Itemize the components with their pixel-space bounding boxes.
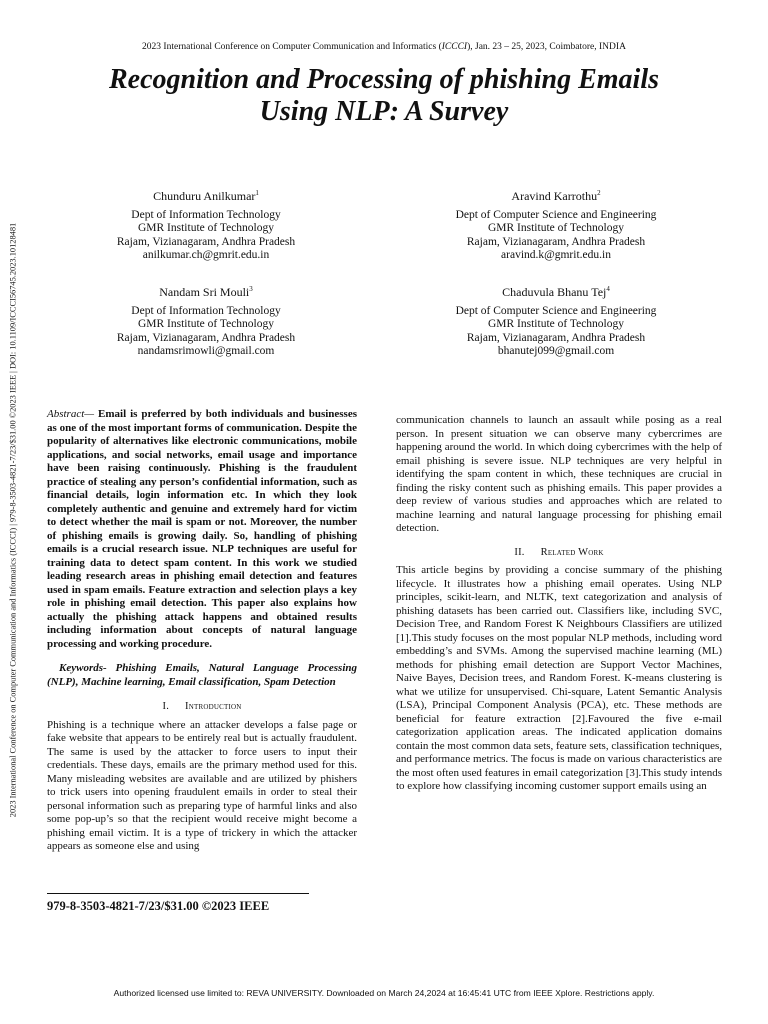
abstract xyxy=(47,408,357,651)
author-institute: GMR Institute of Technology xyxy=(487,222,624,234)
section-title: Related Work xyxy=(540,546,604,558)
introduction-paragraph: Phishing is a technique where an attacker develops a false page or fake website that appears to be entirely real but is actually fraudulent. The same is used by the attacker to force users to input their credentials. These days, emails are the primary method used for this. Many misleading websites are available and are utilized by phishers to trick users into opening fraudulent emails in order to steal their personal information such as preparing type of harmful links and also some pop-up’s so that the recipient would receive might become a phishing email victim. It is a type of trickery in which the attacker appears as someone else and using xyxy=(47,718,357,852)
author-name xyxy=(426,283,686,300)
author-sup: 3 xyxy=(249,285,253,293)
author-dept: Dept of Computer Science and Engineering xyxy=(455,208,657,221)
abstract-label: Abstract xyxy=(47,408,85,420)
author-sup: 2 xyxy=(597,189,601,197)
copyright-divider xyxy=(47,893,309,894)
author-institute: GMR Institute of Technology xyxy=(487,318,624,330)
title-line-2: Using NLP: A Survey xyxy=(259,96,509,127)
side-citation-text: 2023 International Conference on Computer Communication and Informatics (ICCCI) | 979-8-3503-4821-7/23/$31.00 ©2023 IEEE | DOI: 10.1109/ICCCI56745.2023.10128481 xyxy=(8,222,18,818)
author-place: Rajam, Vizianagaram, Andhra Pradesh xyxy=(466,235,646,248)
author-place: Rajam, Vizianagaram, Andhra Pradesh xyxy=(116,235,296,248)
author-place: Rajam, Vizianagaram, Andhra Pradesh xyxy=(466,331,646,344)
right-column xyxy=(396,414,722,794)
conference-header-pre: 2023 International Conference on Computer Communication and Informatics ( xyxy=(142,42,442,52)
author-block-1 xyxy=(76,187,336,263)
introduction-continuation: communication channels to launch an assault while posing as a real person. In present situation we can observe many cybercrimes are happening around the world. In which doing cybercrimes with the help of email phishing is severe issue. NLP techniques are very helpful in identifying the spam content in which, these techniques are crucial in finding the risky content such as phishing emails. This paper provides a deep review of various studies and approaches which are related to machine learning and natural language processing for phishing email detection. xyxy=(396,414,722,534)
author-name xyxy=(76,187,336,204)
author-place: Rajam, Vizianagaram, Andhra Pradesh xyxy=(116,331,296,344)
copyright-notice: 979-8-3503-4821-7/23/$31.00 ©2023 IEEE xyxy=(47,899,270,913)
related-work-paragraph: This article begins by providing a concise summary of the phishing lifecycle. It illustrates how a phishing email operates. Using NLP principles, scikit-learn, and NLTK, text categorization and analysis of phishing datasets has been carried out. Classifiers like, including SVC, Decision Tree, and Random Forest K Neighbours Classifiers are utilized [1].This study focuses on the most popular NLP methods, including word embedding’s and SVMs. Among the supervised machine learning (ML) methods for phishing email detection are Support Vector Machines, Naive Bayes, Decision trees, and Random Forest. K-means clustering is what we utilize for unsupervised. Chi-square, Latent Semantic Analysis (LSA), Principal Component Analysis (PCA), etc. These methods are beneficial for feature extraction [2].Favoured the five e-mail categorization application areas. The indicated application domains contain the most common data sets, feature sets, classification techniques, and performance metrics. The focus is made on various characteristics are the most often used features in email categorization [3].This study intends to explore how classifying incoming customer support emails using an xyxy=(396,564,722,792)
author-email: anilkumar.ch@gmrit.edu.in xyxy=(142,249,270,261)
keywords-label: Keywords- xyxy=(59,662,107,674)
author-block-2 xyxy=(426,187,686,263)
author-block-4 xyxy=(426,283,686,359)
abstract-dash: — xyxy=(84,408,99,420)
author-sup: 4 xyxy=(606,285,610,293)
left-column xyxy=(47,408,357,854)
section-number: II. xyxy=(514,546,525,558)
author-dept: Dept of Information Technology xyxy=(131,208,281,221)
author-dept: Dept of Computer Science and Engineering xyxy=(455,304,657,317)
conference-abbr: ICCCI xyxy=(441,42,468,52)
section-title: Introduction xyxy=(185,701,242,712)
section-heading-related-work xyxy=(396,546,722,560)
author-institute: GMR Institute of Technology xyxy=(137,318,274,330)
author-email: nandamsrimowli@gmail.com xyxy=(137,345,275,357)
side-margin-citation xyxy=(4,160,22,880)
keywords xyxy=(47,662,357,689)
author-name-text: Chunduru Anilkumar xyxy=(153,189,256,203)
author-name-text: Chaduvula Bhanu Tej xyxy=(502,285,607,299)
conference-header xyxy=(0,42,768,52)
paper-title xyxy=(40,64,728,128)
section-number: I. xyxy=(162,701,170,712)
abstract-text: Email is preferred by both individuals and businesses as one of the most important forms of communication. Despite the popularity of alternatives like electronic communications, mobile applications, and social networks, email usage and importance have been raising continuously. Phishing is the fraudulent practice of stealing any person’s confidential information, such as financial details, login information etc. In which they look completely authentic and genuine and extremely hard for victim to detect whether the mail is spam or not. Moreover, the number of phishing emails is growing daily. So, handling of phishing emails is a crucial research issue. NLP techniques are useful for training data to detect spam content. In this work we studied leading research areas in phishing email detection and features used in spam emails. Feature extraction and selection plays a key role in phishing email detection. This paper also explains how actually the phishing attack happens and obtained results including information about concepts of natural language processing and working procedure. xyxy=(47,408,357,650)
author-institute: GMR Institute of Technology xyxy=(137,222,274,234)
section-heading-introduction xyxy=(47,700,357,714)
author-block-3 xyxy=(76,283,336,359)
keywords-text: Phishing Emails, Natural Language Processing (NLP), Machine learning, Email classification, Spam Detection xyxy=(47,662,357,688)
author-email: aravind.k@gmrit.edu.in xyxy=(501,249,611,261)
author-email: bhanutej099@gmail.com xyxy=(497,345,615,357)
author-name-text: Nandam Sri Mouli xyxy=(159,285,250,299)
title-line-1: Recognition and Processing of phishing Emails xyxy=(109,64,659,95)
conference-header-post: ), Jan. 23 – 25, 2023, Coimbatore, INDIA xyxy=(467,42,626,52)
author-sup: 1 xyxy=(255,189,259,197)
author-name-text: Aravind Karrothu xyxy=(511,189,598,203)
author-dept: Dept of Information Technology xyxy=(131,304,281,317)
author-name xyxy=(76,283,336,300)
author-name xyxy=(426,187,686,204)
license-footer: Authorized licensed use limited to: REVA UNIVERSITY. Downloaded on March 24,2024 at 16:45:41 UTC from IEEE Xplore. Restrictions apply. xyxy=(113,988,655,998)
